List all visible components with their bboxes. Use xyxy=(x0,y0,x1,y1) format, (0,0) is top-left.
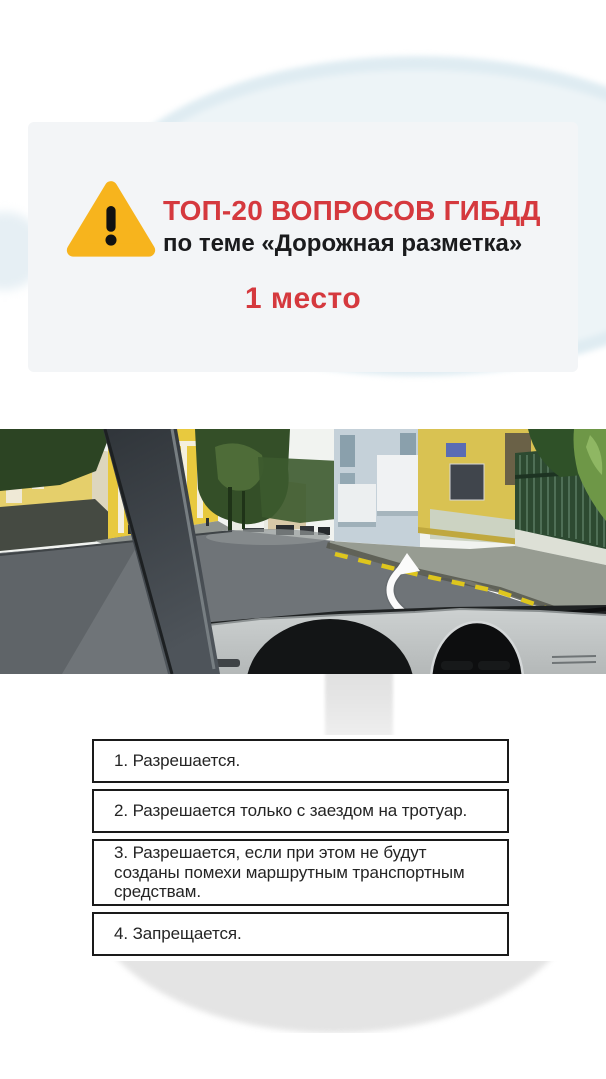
answers-section xyxy=(0,735,606,961)
poster-title: ТОП-20 ВОПРОСОВ ГИБДД xyxy=(163,195,541,226)
answer-option-4[interactable] xyxy=(92,912,509,956)
question-photo xyxy=(0,429,606,674)
answer-option-4-label: 4. Запрещается. xyxy=(114,923,242,943)
answer-option-1[interactable] xyxy=(92,739,509,783)
answer-option-1-label: 1. Разрешается. xyxy=(114,751,241,771)
poster-subtitle: по теме «Дорожная разметка» xyxy=(163,229,523,257)
answer-option-2-label: 2. Разрешается только с заездом на тротуар. xyxy=(114,801,468,821)
warning-triangle-icon xyxy=(65,178,157,258)
buildings-right xyxy=(334,429,538,547)
answer-option-3[interactable] xyxy=(92,839,509,906)
answer-option-2[interactable] xyxy=(92,789,509,833)
header-card xyxy=(28,122,578,372)
rank-label: 1 место xyxy=(244,282,362,315)
decor-ellipse-bottom xyxy=(88,961,580,1033)
answer-option-3-label: 3. Разрешается, если при этом не будут созданы помехи маршрутным транспортным средствам. xyxy=(114,843,465,902)
